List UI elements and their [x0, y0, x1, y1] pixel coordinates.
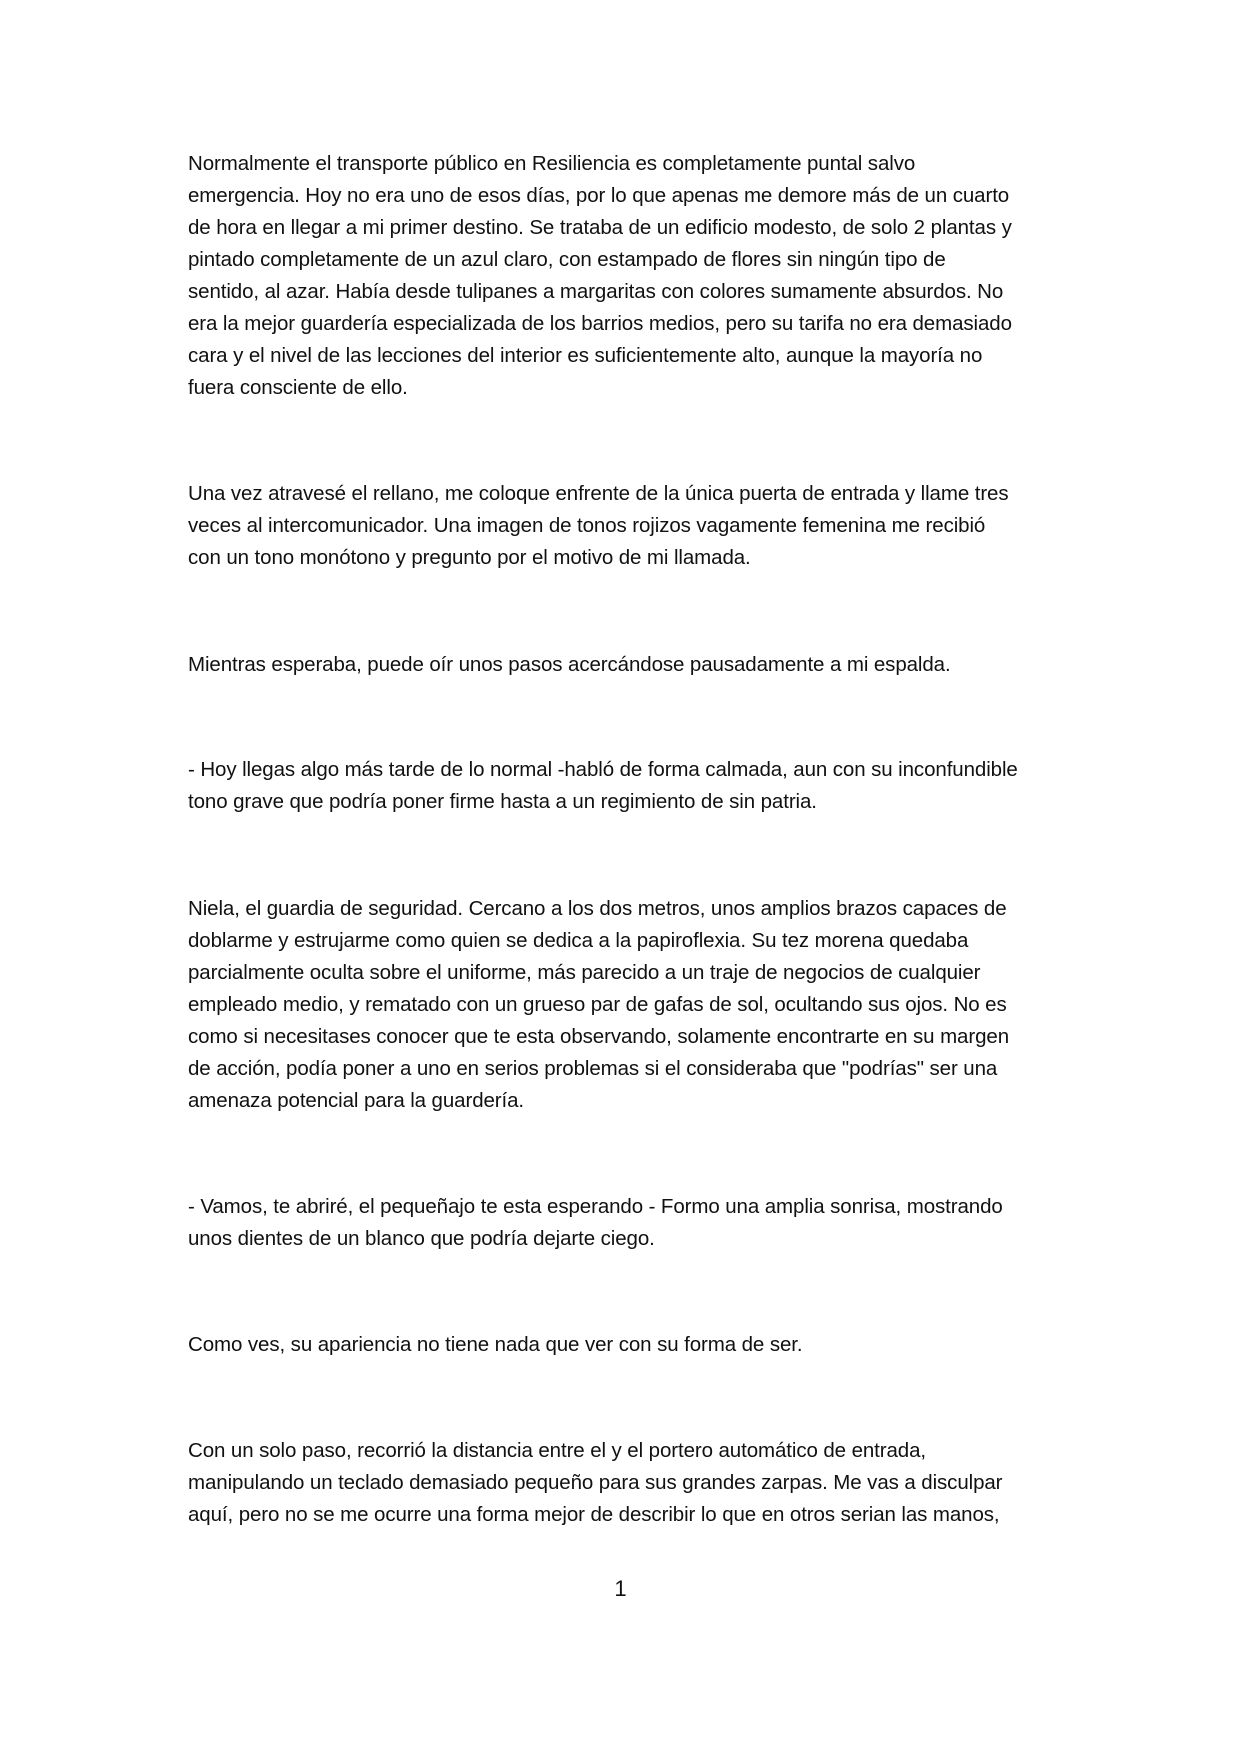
text-line: doblarme y estrujarme como quien se dedica a la papiroflexia. Su tez morena quedaba [188, 929, 969, 952]
paragraph-6 [188, 1191, 1048, 1255]
text-line: unos dientes de un blanco que podría dejarte ciego. [188, 1227, 655, 1250]
text-line: parcialmente oculta sobre el uniforme, más parecido a un traje de negocios de cualquier [188, 961, 981, 984]
text-line: de hora en llegar a mi primer destino. Se trataba de un edificio modesto, de solo 2 plantas y [188, 216, 1012, 239]
text-line: sentido, al azar. Había desde tulipanes a margaritas con colores sumamente absurdos. No [188, 280, 1004, 303]
paragraph-3 [188, 649, 1048, 681]
text-line: como si necesitases conocer que te esta observando, solamente encontrarte en su margen [188, 1025, 1009, 1048]
text-line: Niela, el guardia de seguridad. Cercano a los dos metros, unos amplios brazos capaces de [188, 897, 1007, 920]
text-line: emergencia. Hoy no era uno de esos días, por lo que apenas me demore más de un cuarto [188, 184, 1010, 207]
paragraph-4 [188, 754, 1048, 818]
text-line: fuera consciente de ello. [188, 376, 408, 399]
text-line: con un tono monótono y pregunto por el motivo de mi llamada. [188, 546, 751, 569]
text-line: de acción, podía poner a uno en serios problemas si el consideraba que "podrías" ser una [188, 1057, 998, 1080]
text-line: Una vez atravesé el rellano, me coloque enfrente de la única puerta de entrada y llame tres [188, 482, 1009, 505]
text-line: manipulando un teclado demasiado pequeño para sus grandes zarpas. Me vas a disculpar [188, 1471, 1003, 1494]
paragraph-2 [188, 478, 1048, 574]
text-line: pintado completamente de un azul claro, con estampado de flores sin ningún tipo de [188, 248, 946, 271]
text-line: tono grave que podría poner firme hasta a un regimiento de sin patria. [188, 790, 817, 813]
text-line: Como ves, su apariencia no tiene nada que ver con su forma de ser. [188, 1333, 803, 1356]
text-line: era la mejor guardería especializada de los barrios medios, pero su tarifa no era demasiado [188, 312, 1012, 335]
paragraph-1 [188, 148, 1048, 404]
text-line: empleado medio, y rematado con un grueso par de gafas de sol, ocultando sus ojos. No es [188, 993, 1007, 1016]
text-line: aquí, pero no se me ocurre una forma mejor de describir lo que en otros serian las manos, [188, 1503, 1000, 1526]
paragraph-8 [188, 1435, 1048, 1531]
text-line: Normalmente el transporte público en Resiliencia es completamente puntal salvo [188, 152, 916, 175]
text-line: veces al intercomunicador. Una imagen de tonos rojizos vagamente femenina me recibió [188, 514, 986, 537]
page-number: 1 [614, 1576, 627, 1601]
text-line: - Vamos, te abriré, el pequeñajo te esta esperando - Formo una amplia sonrisa, mostrando [188, 1195, 1003, 1218]
text-line: amenaza potencial para la guardería. [188, 1089, 525, 1112]
text-line: Con un solo paso, recorrió la distancia entre el y el portero automático de entrada, [188, 1439, 926, 1462]
text-line: Mientras esperaba, puede oír unos pasos acercándose pausadamente a mi espalda. [188, 653, 951, 676]
paragraph-5 [188, 893, 1048, 1117]
text-line: - Hoy llegas algo más tarde de lo normal -habló de forma calmada, aun con su inconfundible [188, 758, 1018, 781]
text-line: cara y el nivel de las lecciones del interior es suficientemente alto, aunque la mayoría no [188, 344, 983, 367]
paragraph-7 [188, 1329, 1048, 1361]
